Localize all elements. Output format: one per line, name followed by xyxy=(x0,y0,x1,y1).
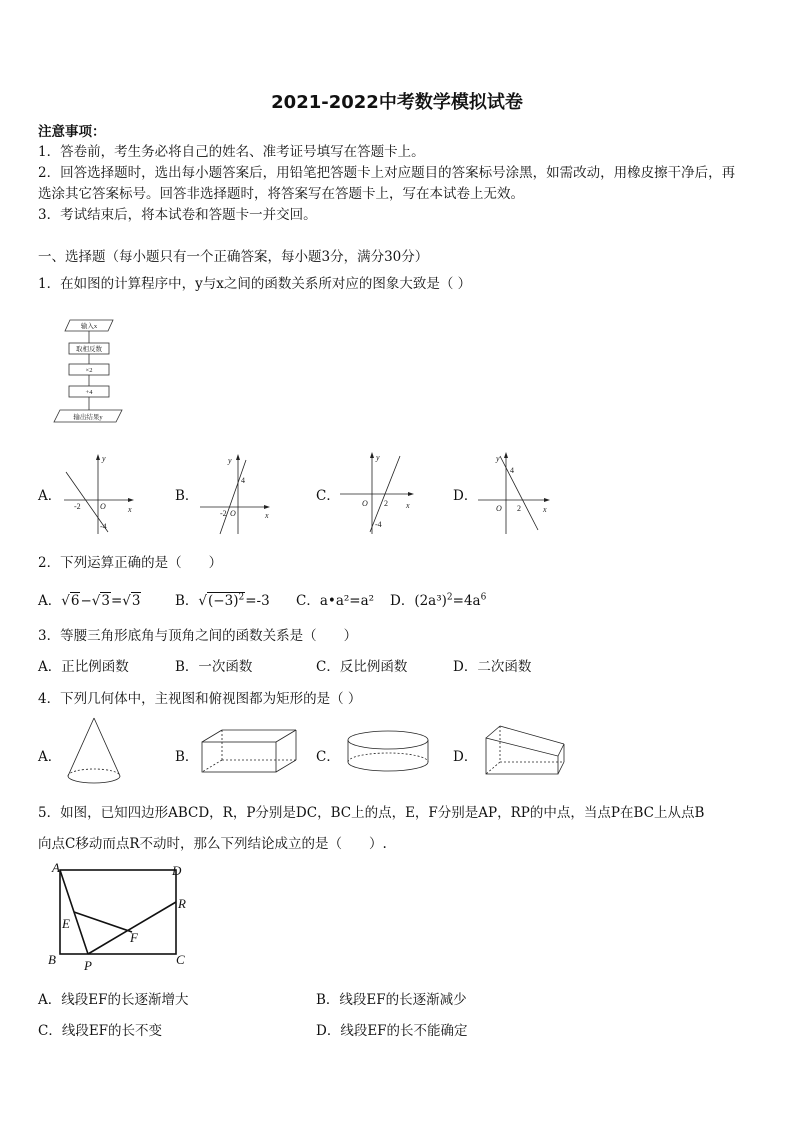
q3-stem: 3．等腰三角形底角与顶角之间的函数关系是（ ） xyxy=(38,628,358,644)
q4-cuboid-figure xyxy=(198,728,303,776)
graph-c-yint: -4 xyxy=(375,520,382,529)
q1-option-a-label: A． xyxy=(38,488,62,504)
q1-option-d-label: D． xyxy=(453,488,478,504)
graph-b-xint: -2 xyxy=(220,509,227,518)
graph-a-origin: O xyxy=(100,502,106,511)
q4-option-a-label: A． xyxy=(38,749,62,765)
q2-option-a: A．√6−√3=√3 xyxy=(38,593,141,609)
q5-option-b: B．线段EF的长逐渐减少 xyxy=(316,992,467,1008)
graph-c-y: y xyxy=(376,453,380,462)
q1-graph-b xyxy=(196,452,276,537)
q2-option-c: C．a•a²=a² xyxy=(296,593,375,609)
graph-d-y: y xyxy=(496,454,500,463)
point-a: A xyxy=(52,860,60,875)
q1-option-c-label: C． xyxy=(316,488,340,504)
graph-b-x: x xyxy=(265,511,269,520)
point-e: E xyxy=(62,916,70,931)
graph-c-x: x xyxy=(406,501,410,510)
graph-d-x: x xyxy=(543,505,547,514)
graph-c-xint: 2 xyxy=(384,499,388,508)
flow-step-times2: ×2 xyxy=(85,367,93,374)
notice-item-2-cont: 选涂其它答案标号。回答非选择题时，将答案写在答题卡上，写在本试卷上无效。 xyxy=(38,186,524,202)
flow-step-output: 输出结果y xyxy=(73,414,103,421)
point-d: D xyxy=(172,863,182,878)
q3-option-d: D．二次函数 xyxy=(453,659,532,675)
notice-item-3: 3．考试结束后，将本试卷和答题卡一并交回。 xyxy=(38,207,317,223)
flow-step-input: 输入x xyxy=(80,323,98,330)
q5-option-d: D．线段EF的长不能确定 xyxy=(316,1023,468,1039)
graph-a-x: x xyxy=(128,505,132,514)
notice-item-2: 2．回答选择题时，选出每小题答案后，用铅笔把答题卡上对应题目的答案标号涂黑，如需改动，用橡皮擦干净后，再 xyxy=(38,165,736,181)
q1-graph-d xyxy=(474,452,554,537)
flow-step-plus4: +4 xyxy=(85,389,93,396)
graph-a-y: y xyxy=(102,454,106,463)
q4-prism-figure xyxy=(482,722,568,778)
q4-stem: 4．下列几何体中，主视图和俯视图都为矩形的是（ ） xyxy=(38,691,362,707)
q1-stem: 1．在如图的计算程序中，y与x之间的函数关系所对应的图象大致是（ ） xyxy=(38,276,472,292)
q4-option-c-label: C． xyxy=(316,749,340,765)
q5-stem-line1: 5．如图，已知四边形ABCD，R，P分别是DC，BC上的点，E，F分别是AP，RP的中点，当点P在BC上从点B xyxy=(38,805,705,821)
graph-d-yint: 4 xyxy=(510,466,514,475)
q5-stem-line2: 向点C移动而点R不动时，那么下列结论成立的是（ ）. xyxy=(38,836,387,852)
section-heading: 一、选择题（每小题只有一个正确答案，每小题3分，满分30分） xyxy=(38,249,429,265)
graph-b-y: y xyxy=(228,456,232,465)
q4-cylinder-figure xyxy=(342,728,434,776)
graph-a-xint: -2 xyxy=(74,502,81,511)
graph-b-yint: 4 xyxy=(241,476,245,485)
q5-option-c: C．线段EF的长不变 xyxy=(38,1023,163,1039)
q3-option-b: B．一次函数 xyxy=(175,659,253,675)
q1-graph-c xyxy=(336,452,416,537)
q2-option-b: B．$√(-3)^2=-3$ xyxy=(175,592,270,609)
graph-a-yint: -4 xyxy=(100,522,107,531)
q4-option-b-label: B． xyxy=(175,749,199,765)
notice-item-1: 1．答卷前，考生务必将自己的姓名、准考证号填写在答题卡上。 xyxy=(38,144,425,160)
point-f: F xyxy=(130,930,138,945)
page-title: 2021-2022中考数学模拟试卷 xyxy=(271,92,523,113)
graph-d-xint: 2 xyxy=(517,504,521,513)
q5-figure xyxy=(46,860,196,976)
graph-d-origin: O xyxy=(496,504,502,513)
point-b: B xyxy=(48,952,56,967)
q4-option-d-label: D． xyxy=(453,749,478,765)
q5-option-a: A．线段EF的长逐渐增大 xyxy=(38,992,189,1008)
notice-heading: 注意事项： xyxy=(38,124,106,140)
graph-b-origin: O xyxy=(230,509,236,518)
q1-option-b-label: B． xyxy=(175,488,199,504)
point-p: P xyxy=(84,958,92,973)
q1-flowchart xyxy=(50,318,130,428)
q3-option-c: C．反比例函数 xyxy=(316,659,408,675)
q1-graph-a xyxy=(60,452,140,537)
point-r: R xyxy=(178,896,186,911)
q3-option-a: A．正比例函数 xyxy=(38,659,129,675)
flow-step-negate: 取相反数 xyxy=(76,346,102,353)
point-c: C xyxy=(176,952,185,967)
q4-cone-figure xyxy=(64,716,124,786)
graph-c-origin: O xyxy=(362,499,368,508)
q2-stem: 2．下列运算正确的是（ ） xyxy=(38,555,223,571)
q2-option-d: D．$(2a^3)^2=4a^6$ xyxy=(390,592,487,609)
